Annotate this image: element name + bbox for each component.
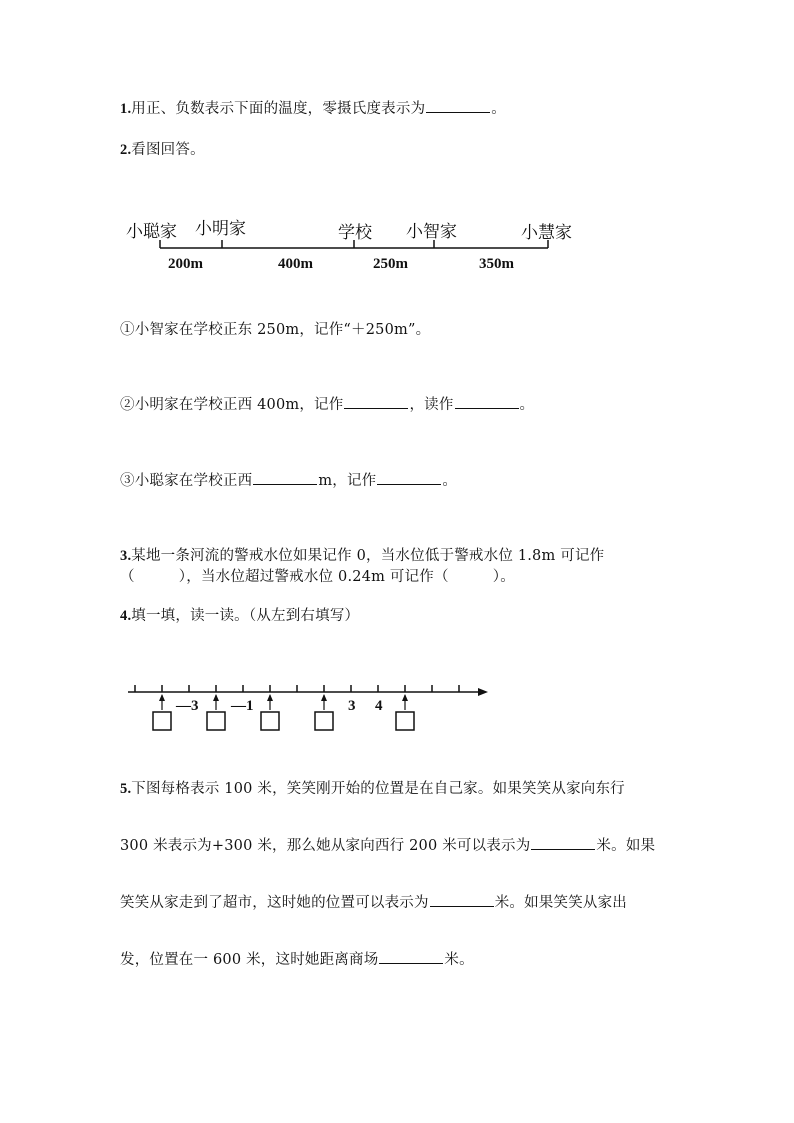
arrow-tip-icon [213,694,219,701]
place-label: 小明家 [195,219,246,239]
answer-box[interactable] [315,712,333,730]
question-text: 用正、负数表示下面的温度，零摄氏度表示为 [131,101,426,117]
place-label: 小聪家 [126,222,177,242]
answer-blank[interactable] [344,394,408,409]
question-2 [120,138,205,159]
answer-box[interactable] [153,712,171,730]
question-3-line-2: （ ），当水位超过警戒水位 0.24m 可记作（ ）。 [120,569,515,585]
question-5 [120,777,625,798]
question-4 [120,604,359,625]
answer-box[interactable] [261,712,279,730]
answer-blank[interactable] [430,892,494,907]
tick-group [135,685,459,692]
question-5-line-2: 300 米表示为+300 米，那么她从家向西行 200 米可以表示为 米。如果 [120,834,655,855]
answer-blank[interactable] [379,949,443,964]
answer-blank[interactable] [455,394,519,409]
number-label: 3 [348,698,356,714]
arrow-tip-icon [402,694,408,701]
distance-label: 250m [373,256,408,272]
answer-blank[interactable] [426,98,490,113]
answer-blank[interactable] [377,470,441,485]
question-2-part-3: ③小聪家在学校正西 m，记作 。 [120,469,457,490]
answer-box[interactable] [396,712,414,730]
answer-blank[interactable] [253,470,317,485]
question-number: 4. [120,608,132,624]
arrow-tip-icon [267,694,273,701]
question-text: 下图每格表示 100 米，笑笑刚开始的位置是在自己家。如果笑笑从家向东行 [131,781,625,797]
question-text: 填一填，读一读。（从左到右填写） [131,608,360,624]
number-line [0,670,794,740]
arrow-tip-icon [159,694,165,701]
place-label: 学校 [338,223,372,243]
distance-label: 200m [168,256,203,272]
place-label: 小慧家 [521,223,572,243]
number-label: —3 [176,698,199,714]
question-1: 1.用正、负数表示下面的温度，零摄氏度表示为 。 [120,97,506,118]
arrow-tip-icon [321,694,327,701]
number-label: —1 [231,698,254,714]
distance-map [0,200,794,290]
arrow-head-icon [478,688,488,696]
place-label: 小智家 [406,222,457,242]
distance-label: 350m [479,256,514,272]
question-number: 2. [120,142,132,158]
answer-box[interactable] [207,712,225,730]
distance-label: 400m [278,256,313,272]
question-2-part-2: ②小明家在学校正西 400m，记作 ，读作 。 [120,393,534,414]
answer-blank[interactable] [531,835,595,850]
question-5-line-4: 发，位置在一 600 米，这时她距离商场 米。 [120,948,474,969]
question-2-part-1: ①小智家在学校正东 250m，记作“＋250m”。 [120,322,431,338]
question-text: 某地一条河流的警戒水位如果记作 0，当水位低于警戒水位 1.8m 可记作 [131,548,605,564]
number-label: 4 [375,698,383,714]
question-number: 1. [120,101,132,117]
question-number: 3. [120,548,132,564]
question-5-line-3: 笑笑从家走到了超市，这时她的位置可以表示为 米。如果笑笑从家出 [120,891,627,912]
question-number: 5. [120,781,132,797]
question-text: 看图回答。 [131,142,205,158]
question-3 [120,544,604,565]
